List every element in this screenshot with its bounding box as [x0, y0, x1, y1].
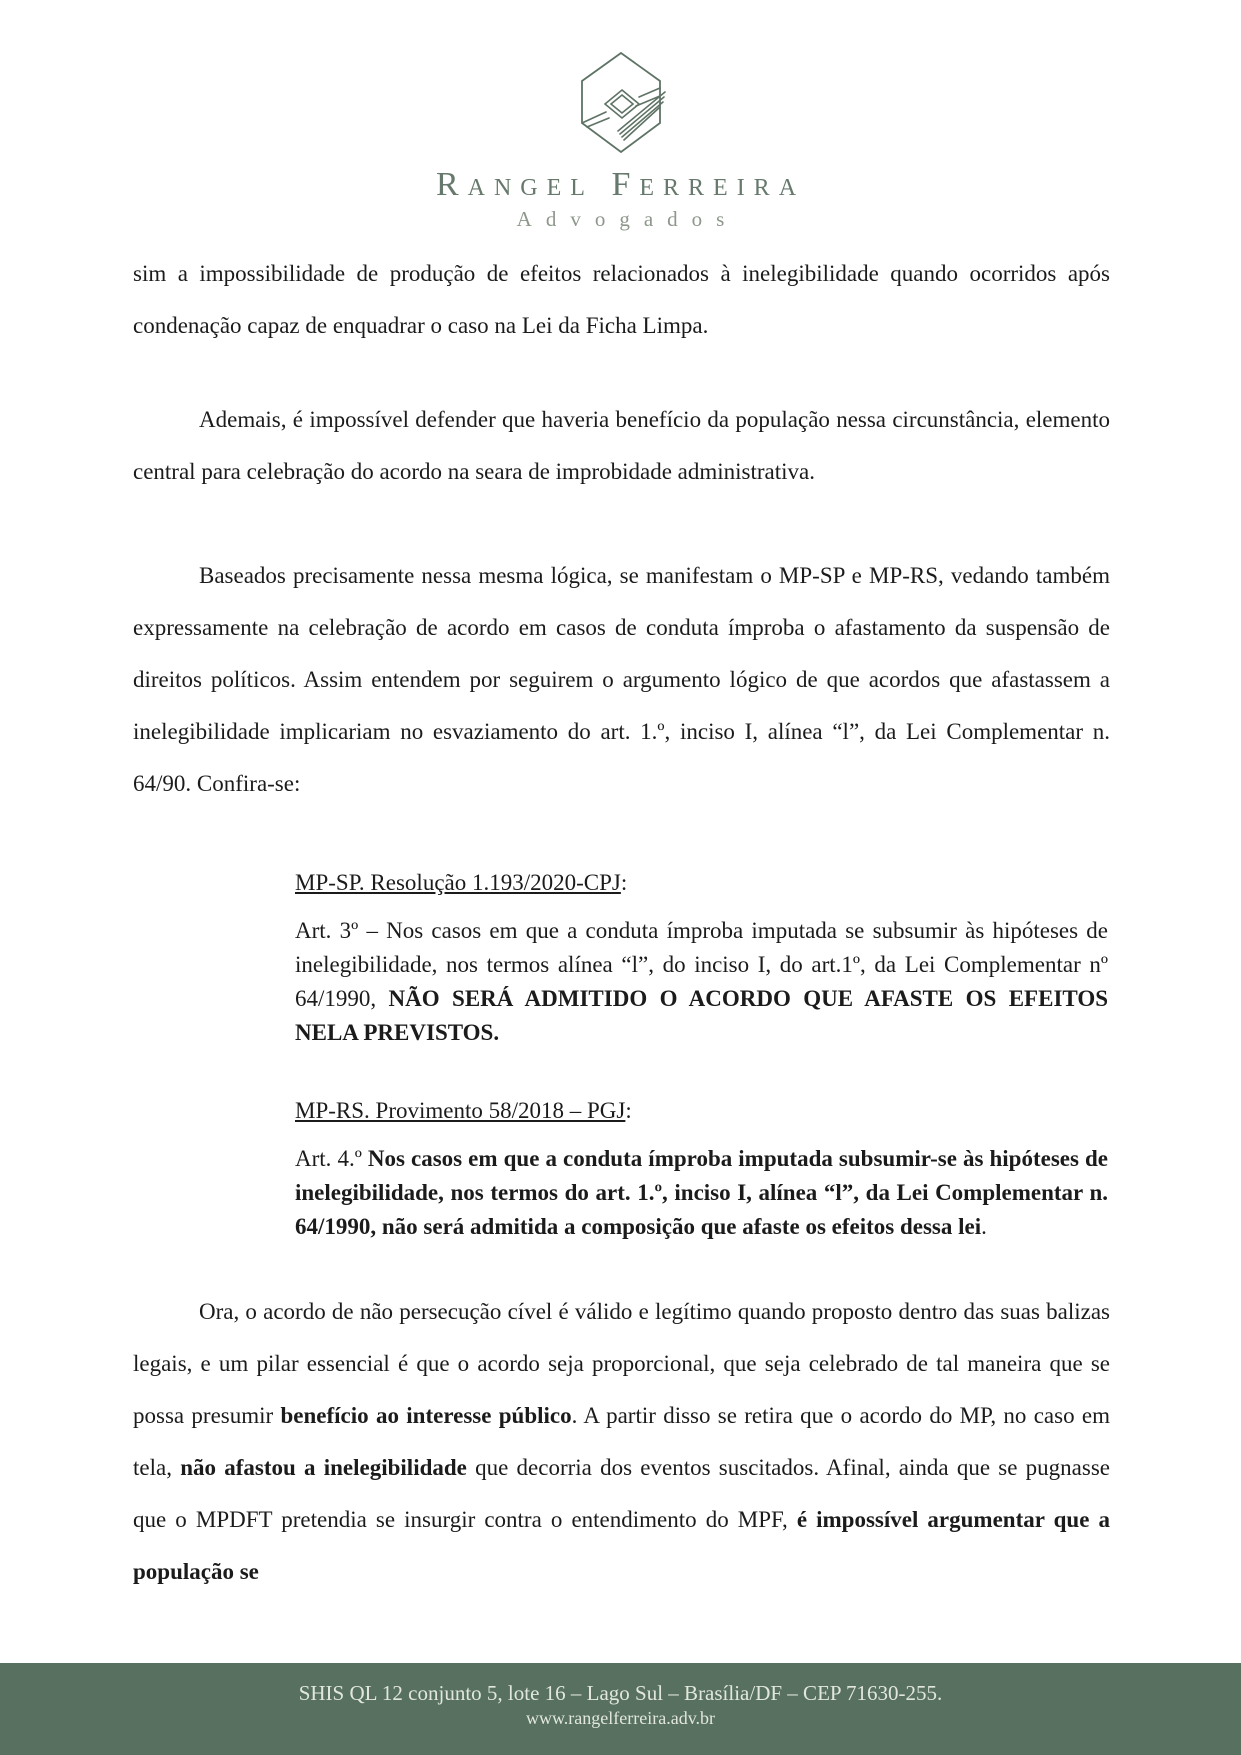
firm-subtitle: Advogados — [516, 207, 739, 232]
quote-mpsp-heading-colon: : — [620, 870, 628, 896]
paragraph-4-run-6: é impossível argumentar que a população se — [133, 1507, 1110, 1585]
paragraph-4-run-1: Ora, o acordo de não persecução cível é válido e legítimo quando proposto dentro das suas balizas legais, e um pilar essencial é que o acordo seja proporcional, que seja celebrado de tal maneira que se possa presumir — [133, 1299, 1110, 1429]
footer-address: SHIS QL 12 conjunto 5, lote 16 – Lago Sul – Brasília/DF – CEP 71630-255. — [298, 1681, 943, 1705]
quote-mpsp-heading-text: MP-SP. Resolução 1.193/2020-CPJ — [295, 870, 621, 896]
quote-mprs-run-2: Nos casos em que a conduta ímproba imputada subsumir-se às hipóteses de inelegibilidade, nos termos do art. 1.º, inciso I, alínea “l”, da Lei Complementar n. 64/1990, não será admitida a composição que afaste os efeitos dessa lei — [295, 1146, 1108, 1240]
paragraph-4-run-2: benefício ao interesse público — [280, 1403, 572, 1429]
quote-mprs-body — [295, 1142, 1108, 1244]
quote-mpsp-heading — [295, 866, 1108, 900]
quote-mprs-heading — [295, 1094, 1108, 1128]
quote-mprs-run-3: . — [981, 1214, 987, 1240]
quote-mpsp-body — [295, 914, 1108, 1050]
paragraph-1-text: sim a impossibilidade de produção de efeitos relacionados à inelegibilidade quando ocorridos após condenação capaz de enquadrar o caso na Lei da Ficha Limpa. — [133, 261, 1110, 339]
paragraph-4-run-4: não afastou a inelegibilidade — [180, 1455, 467, 1481]
quote-block-mpsp — [295, 866, 1108, 1050]
quote-mprs-run-1: Art. 4.º — [295, 1146, 368, 1172]
quote-mpsp-run-2: NÃO SERÁ ADMITIDO O ACORDO QUE AFASTE OS EFEITOS NELA PREVISTOS. — [295, 986, 1109, 1046]
paragraph-4 — [133, 1286, 1110, 1598]
quote-mpsp-run-1: Art. 3º – Nos casos em que a conduta ímproba imputada se subsumir às hipóteses de inelegibilidade, nos termos alínea “l”, do inciso I, do art.1º, da Lei Complementar nº 64/1990, — [295, 918, 1108, 1012]
paragraph-3 — [133, 550, 1110, 810]
quote-mprs-heading-text: MP-RS. Provimento 58/2018 – PGJ — [295, 1098, 626, 1124]
paragraph-4-run-3: . A partir disso se retira que o acordo do MP, no caso em tela, — [133, 1403, 1110, 1481]
quote-block-mprs — [295, 1094, 1108, 1244]
firm-logo-icon — [575, 50, 667, 156]
quote-mprs-heading-colon: : — [625, 1098, 632, 1124]
paragraph-2 — [133, 394, 1110, 498]
document-body — [133, 248, 1110, 1598]
footer-bar — [0, 1663, 1241, 1755]
paragraph-3-text: Baseados precisamente nessa mesma lógica, se manifestam o MP-SP e MP-RS, vedando também expressamente na celebração de acordo em casos de conduta ímproba o afastamento da suspensão de direitos políticos. Assim entendem por seguirem o argumento lógico de que acordos que afastassem a inelegibilidade implicariam no esvaziamento do art. 1.º, inciso I, alínea “l”, da Lei Complementar n. 64/90. Confira-se: — [133, 563, 1110, 797]
paragraph-2-text: Ademais, é impossível defender que haveria benefício da população nessa circunstância, elemento central para celebração do acordo na seara de improbidade administrativa. — [133, 407, 1110, 485]
firm-name: Rangel Ferreira — [435, 166, 806, 203]
letterhead — [0, 0, 1241, 232]
paragraph-4-run-5: que decorria dos eventos suscitados. Afinal, ainda que se pugnasse que o MPDFT pretendia se insurgir contra o entendimento do MPF, — [133, 1455, 1110, 1533]
footer-website: www.rangelferreira.adv.br — [525, 1708, 716, 1728]
paragraph-1 — [133, 248, 1110, 352]
